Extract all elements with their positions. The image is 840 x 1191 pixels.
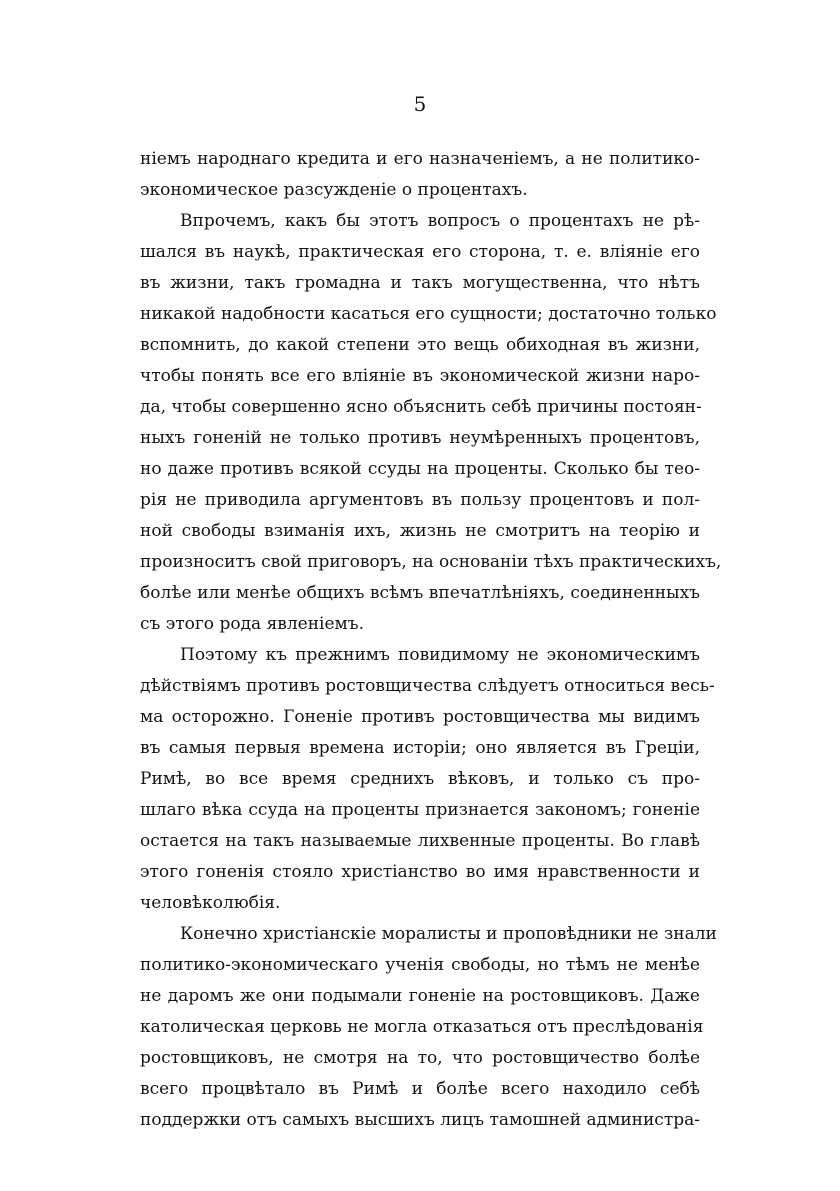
- text-line: дѣйствiямъ противъ ростовщичества слѣдуетъ относиться весь-: [140, 676, 715, 696]
- text-line: этого гоненiя стояло христiанство во имя нравственности и: [140, 862, 700, 882]
- text-line: въ жизни, такъ громадна и такъ могущественна, что нѣтъ: [140, 273, 700, 293]
- text-line: Конечно христiанскiе моралисты и проповѣдники не знали: [180, 924, 717, 944]
- text-line: Впрочемъ, какъ бы этотъ вопросъ о процентахъ не рѣ-: [180, 211, 700, 231]
- text-line: не даромъ же они подымали гоненiе на ростовщиковъ. Даже: [140, 986, 700, 1006]
- text-line: экономическое разсужденiе о процентахъ.: [140, 180, 528, 200]
- text-line: человѣколюбiя.: [140, 893, 281, 913]
- text-line: Римѣ, во все время среднихъ вѣковъ, и только съ про-: [140, 769, 700, 789]
- text-line: да, чтобы совершенно ясно объяснить себѣ причины постоян-: [140, 397, 702, 417]
- text-line: но даже противъ всякой ссуды на проценты. Сколько бы тео-: [140, 459, 700, 479]
- text-line: католическая церковь не могла отказаться отъ преслѣдованiя: [140, 1017, 704, 1037]
- text-line: произноситъ свой приговоръ, на основанiи тѣхъ практическихъ,: [140, 552, 722, 572]
- text-line: нiемъ народнаго кредита и его назначенiемъ, а не политико-: [140, 149, 700, 169]
- text-line: всего процвѣтало въ Римѣ и болѣе всего находило себѣ: [140, 1079, 700, 1099]
- text-line: остается на такъ называемые лихвенные проценты. Во главѣ: [140, 831, 700, 851]
- text-line: съ этого рода явленiемъ.: [140, 614, 364, 634]
- text-line: ныхъ гоненiй не только противъ неумѣренныхъ процентовъ,: [140, 428, 700, 448]
- text-line: въ самыя первыя времена исторiи; оно является въ Грецiи,: [140, 738, 700, 758]
- text-line: ростовщиковъ, не смотря на то, что ростовщичество болѣе: [140, 1048, 700, 1068]
- page-number: 5: [413, 92, 427, 116]
- text-line: поддержки отъ самыхъ высшихъ лицъ тамошней администра-: [140, 1110, 700, 1130]
- text-line: Поэтому къ прежнимъ повидимому не экономическимъ: [180, 645, 700, 665]
- text-line: чтобы понять все его влiянiе въ экономической жизни наро-: [140, 366, 700, 386]
- text-line: политико-экономическаго ученiя свободы, но тѣмъ не менѣе: [140, 955, 700, 975]
- text-line: рiя не приводила аргументовъ въ пользу процентовъ и пол-: [140, 490, 700, 510]
- text-line: шлаго вѣка ссуда на проценты признается закономъ; гоненiе: [140, 800, 700, 820]
- text-line: шался въ наукѣ, практическая его сторона, т. е. влiянiе его: [140, 242, 700, 262]
- text-line: никакой надобности касаться его сущности; достаточно только: [140, 304, 717, 324]
- text-line: ной свободы взиманiя ихъ, жизнь не смотритъ на теорiю и: [140, 521, 700, 541]
- text-line: болѣе или менѣе общихъ всѣмъ впечатлѣнiяхъ, соединенныхъ: [140, 583, 700, 603]
- text-line: ма осторожно. Гоненiе противъ ростовщичества мы видимъ: [140, 707, 700, 727]
- text-line: вспомнить, до какой степени это вещь обиходная въ жизни,: [140, 335, 700, 355]
